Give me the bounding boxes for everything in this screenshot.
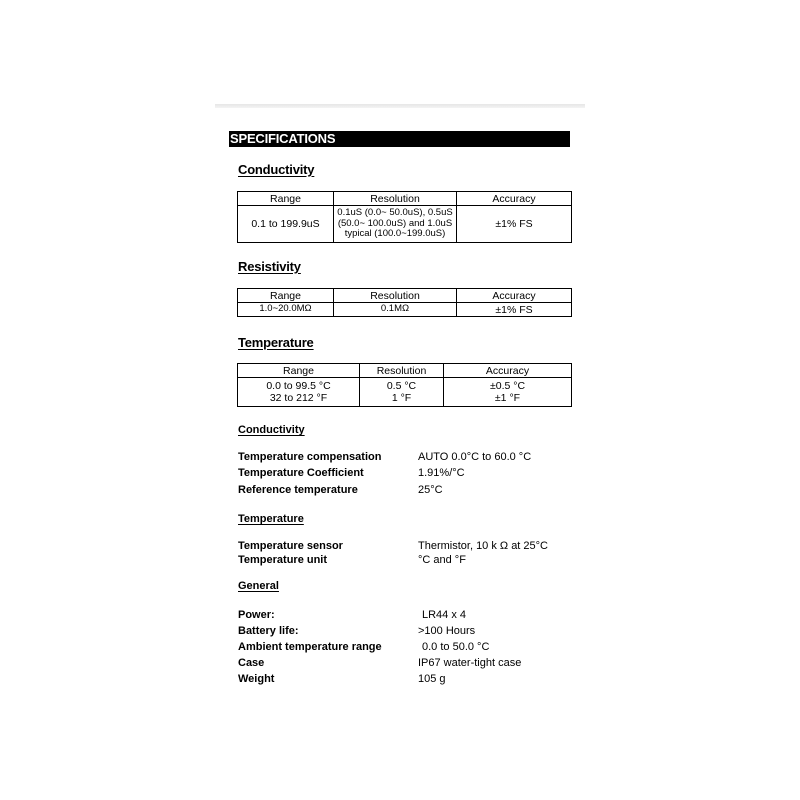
conductivity-table-heading: Conductivity bbox=[238, 162, 315, 177]
cell-resolution: 0.1MΩ bbox=[334, 303, 457, 317]
table-header-row bbox=[238, 289, 572, 303]
spec-value: >100 Hours bbox=[418, 625, 476, 637]
column-header-resolution: Resolution bbox=[360, 364, 444, 378]
range-celsius: 0.0 to 99.5 °C bbox=[266, 380, 331, 392]
table-row bbox=[238, 206, 572, 243]
spec-label: Temperature Coefficient bbox=[238, 467, 364, 479]
spec-label: Case bbox=[238, 657, 265, 669]
spec-value: 0.0 to 50.0 °C bbox=[422, 641, 490, 653]
cell-accuracy bbox=[444, 378, 572, 407]
conductivity-specs-heading: Conductivity bbox=[238, 424, 305, 436]
temperature-table-heading: Temperature bbox=[238, 335, 314, 350]
table-header-row bbox=[238, 192, 572, 206]
cell-resolution bbox=[334, 206, 457, 243]
specifications-banner: SPECIFICATIONS bbox=[229, 131, 570, 147]
resolution-fahrenheit: 1 °F bbox=[391, 392, 412, 404]
general-specs-heading: General bbox=[238, 580, 279, 592]
temperature-specs-heading: Temperature bbox=[238, 513, 304, 525]
table-header-row bbox=[238, 364, 572, 378]
spec-label: Reference temperature bbox=[238, 484, 358, 496]
column-header-resolution: Resolution bbox=[334, 192, 457, 206]
page-top-edge bbox=[215, 104, 585, 108]
column-header-accuracy: Accuracy bbox=[457, 192, 572, 206]
spec-label: Temperature unit bbox=[238, 554, 328, 566]
cell-resolution bbox=[360, 378, 444, 407]
column-header-range: Range bbox=[238, 192, 334, 206]
temperature-table bbox=[237, 363, 572, 407]
column-header-range: Range bbox=[238, 289, 334, 303]
resolution-celsius: 0.5 °C bbox=[386, 380, 417, 392]
resolution-line: (50.0~ 100.0uS) and 1.0uS bbox=[337, 217, 453, 229]
cell-accuracy: ±1% FS bbox=[457, 206, 572, 243]
range-fahrenheit: 32 to 212 °F bbox=[269, 392, 328, 404]
spec-value: LR44 x 4 bbox=[422, 609, 467, 621]
table-row bbox=[238, 378, 572, 407]
cell-range bbox=[238, 378, 360, 407]
spec-label: Power: bbox=[238, 609, 275, 621]
cell-range: 0.1 to 199.9uS bbox=[238, 206, 334, 243]
table-row bbox=[238, 303, 572, 317]
cell-accuracy: ±1% FS bbox=[457, 303, 572, 317]
resistivity-table bbox=[237, 288, 572, 317]
spec-value: Thermistor, 10 k Ω at 25°C bbox=[418, 540, 549, 552]
column-header-accuracy: Accuracy bbox=[457, 289, 572, 303]
accuracy-celsius: ±0.5 °C bbox=[489, 380, 526, 392]
spec-label: Battery life: bbox=[238, 625, 299, 637]
resistivity-table-heading: Resistivity bbox=[238, 259, 301, 274]
spec-value: 1.91%/°C bbox=[418, 467, 465, 479]
resolution-line: typical (100.0~199.0uS) bbox=[344, 228, 446, 240]
column-header-range: Range bbox=[238, 364, 360, 378]
spec-label: Temperature sensor bbox=[238, 540, 343, 552]
column-header-resolution: Resolution bbox=[334, 289, 457, 303]
resolution-line: 0.1uS (0.0~ 50.0uS), 0.5uS bbox=[337, 207, 453, 219]
cell-range: 1.0~20.0MΩ bbox=[238, 303, 334, 317]
spec-value: IP67 water-tight case bbox=[418, 657, 522, 669]
spec-value: AUTO 0.0°C to 60.0 °C bbox=[418, 451, 532, 463]
conductivity-table bbox=[237, 191, 572, 243]
spec-value: 25°C bbox=[418, 484, 443, 496]
spec-value: 105 g bbox=[418, 673, 446, 685]
column-header-accuracy: Accuracy bbox=[444, 364, 572, 378]
spec-label: Temperature compensation bbox=[238, 451, 382, 463]
spec-label: Ambient temperature range bbox=[238, 641, 382, 653]
accuracy-fahrenheit: ±1 °F bbox=[494, 392, 521, 404]
spec-label: Weight bbox=[238, 673, 275, 685]
spec-value: °C and °F bbox=[418, 554, 466, 566]
